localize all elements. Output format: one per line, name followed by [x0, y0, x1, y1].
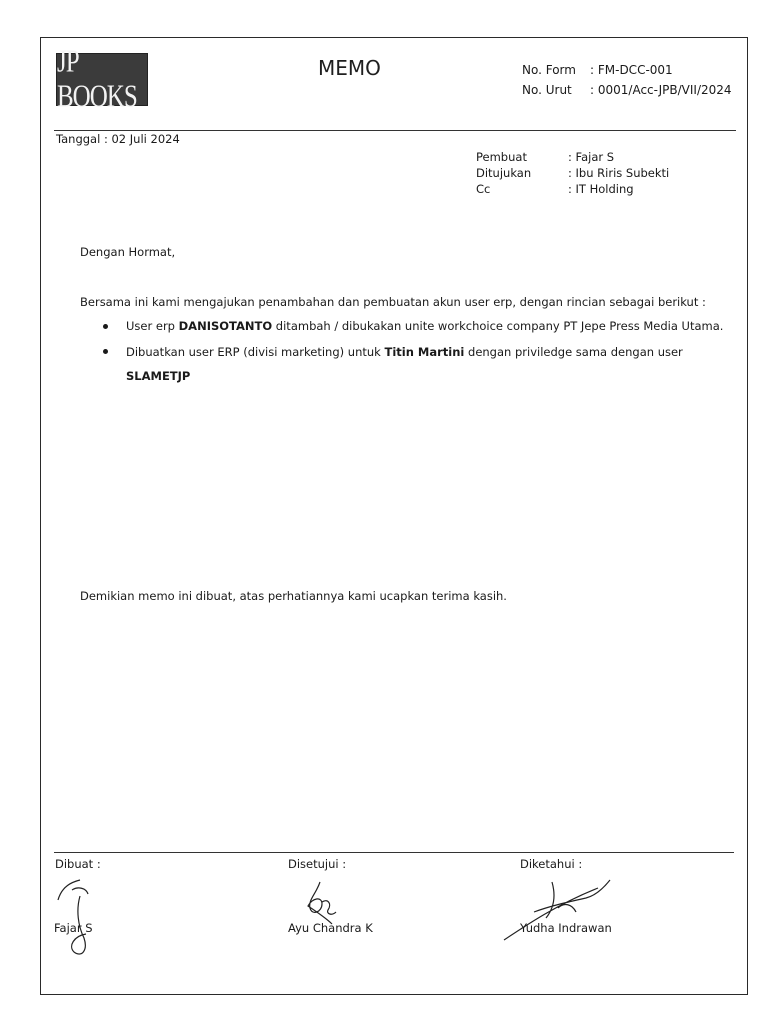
signature-fajar — [50, 876, 100, 960]
approved-by-label: Disetujui : — [288, 857, 347, 871]
list-item-1 — [126, 319, 723, 333]
memo-date: Tanggal : 02 Juli 2024 — [56, 132, 180, 146]
recipient-value: : Ibu Riris Subekti — [568, 166, 670, 180]
signatory-name-yudha: Yudha Indrawan — [520, 921, 612, 935]
item1-pre: User erp — [126, 319, 179, 333]
item1-post: ditambah / dibukakan unite workchoice company PT Jepe Press Media Utama. — [272, 319, 724, 333]
item2-pre: Dibuatkan user ERP (divisi marketing) untuk — [126, 345, 385, 359]
item1-user: DANISOTANTO — [178, 319, 273, 333]
list-item-2 — [126, 345, 683, 359]
memo-title: MEMO — [318, 56, 381, 80]
acknowledged-by-label: Diketahui : — [520, 857, 583, 871]
logo-text: JP BOOKS — [57, 44, 137, 114]
signature-yudha — [498, 872, 618, 952]
intro-paragraph: Bersama ini kami mengajukan penambahan dan pembuatan akun user erp, dengan rincian sebagai berikut : — [80, 295, 706, 309]
sequence-number-value: : 0001/Acc-JPB/VII/2024 — [590, 83, 732, 97]
greeting: Dengan Hormat, — [80, 245, 176, 259]
closing-paragraph: Demikian memo ini dibuat, atas perhatiannya kami ucapkan terima kasih. — [80, 589, 507, 603]
company-logo — [56, 44, 148, 114]
author-value: : Fajar S — [568, 150, 615, 164]
signatory-name-ayu: Ayu Chandra K — [288, 921, 373, 935]
bullet-2 — [103, 349, 108, 354]
recipient-label: Ditujukan — [476, 166, 532, 180]
cc-value: : IT Holding — [568, 182, 634, 196]
form-number-label: No. Form — [522, 63, 576, 77]
form-number-value: : FM-DCC-001 — [590, 63, 673, 77]
item2-reference-user: SLAMETJP — [126, 369, 191, 383]
header-divider — [54, 130, 736, 131]
sequence-number-label: No. Urut — [522, 83, 572, 97]
item2-post: dengan priviledge sama dengan user — [464, 345, 683, 359]
item2-person: Titin Martini — [384, 345, 465, 359]
signature-divider — [54, 852, 734, 853]
list-item-2-continuation — [126, 369, 190, 383]
cc-label: Cc — [476, 182, 491, 196]
bullet-1 — [103, 324, 108, 329]
prepared-by-label: Dibuat : — [55, 857, 101, 871]
author-label: Pembuat — [476, 150, 527, 164]
signatory-name-fajar: Fajar S — [54, 921, 93, 935]
